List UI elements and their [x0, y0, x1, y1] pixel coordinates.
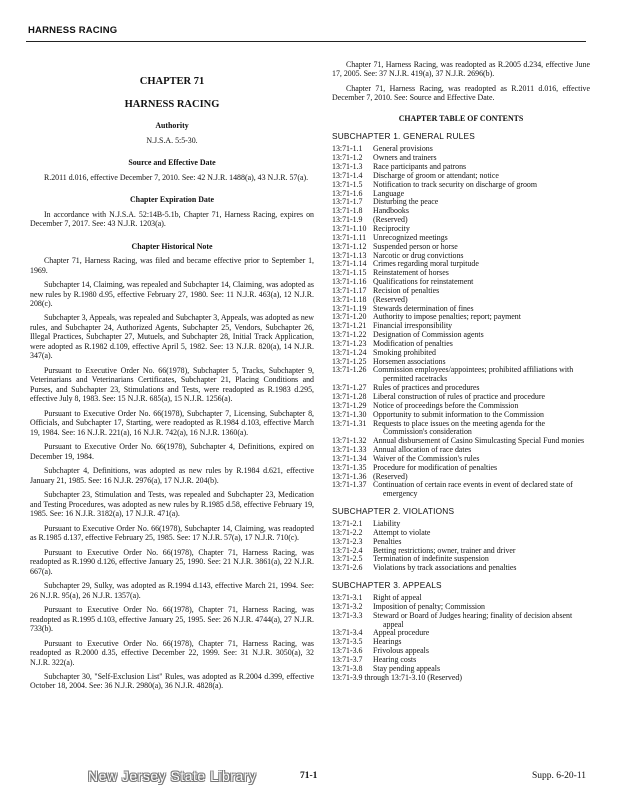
toc-entry-number: 13:71-3.3: [332, 610, 363, 620]
toc-entry-title: Handbooks: [373, 206, 409, 216]
toc-entry-number: 13:71-3.1: [332, 593, 363, 603]
toc-entry-title: Termination of indefinite suspension: [373, 554, 489, 564]
toc-entry-title: Authority to impose penalties; report; payment: [373, 312, 521, 322]
toc-entry-number: 13:71-1.36: [332, 471, 367, 481]
toc-entry-number: 13:71-1.16: [332, 277, 367, 287]
toc-entry: [332, 287, 590, 296]
toc-entry: [332, 340, 590, 349]
toc-entry: [332, 481, 590, 499]
chapter-number: CHAPTER 71: [139, 76, 205, 87]
toc-entry-number: 13:71-1.35: [332, 462, 367, 472]
history-note: Pursuant to Executive Order No. 66(1978), Subchapter 7, Licensing, Subchapter 8, Officials, and Subchapter 17, Starting, were readopted as R.1984 d.103, effective March 19, 1984. See: 16 N.J.R. 221(a), 16 N.J.R. 742(a), 16 N.J.R. 1360(a).: [30, 408, 314, 437]
history-note: Subchapter 14, Claiming, was repealed and Subchapter 14, Claiming, was adopted as new rules by R.1980 d.95, effective February 27, 1980. See: 11 N.J.R. 463(a), 12 N.J.R. 208(c).: [30, 280, 314, 308]
toc-entry-title: Recision of penalties: [373, 285, 440, 295]
supplement-date: Supp. 6-20-11: [531, 771, 586, 781]
toc-entry: [332, 331, 590, 340]
toc-entry: [332, 629, 590, 638]
toc-entry-title: Smoking prohibited: [373, 347, 436, 357]
toc-entry-number: 13:71-1.20: [332, 312, 367, 322]
toc-entry-title: Imposition of penalty; Commission: [373, 601, 486, 611]
toc-entry-title: Annual disbursement of Casino Simulcasting Special Fund monies: [373, 436, 585, 446]
toc-entry-title: Annual allocation of race dates: [373, 445, 472, 455]
toc-entry-title: Disturbing the peace: [373, 197, 439, 207]
toc-entry-number: 13:71-1.19: [332, 303, 367, 313]
toc-entry-title: Reinstatement of horses: [373, 268, 449, 278]
history-note: Pursuant to Executive Order No. 66(1978), Chapter 71, Harness Racing, was readopted as R.1990 d.126, effective January 25, 1990. See: 21 N.J.R. 3861(a), 22 N.J.R. 667(a).: [30, 547, 314, 576]
history-note: Chapter 71, Harness Racing, was readopted as R.2011 d.016, effective December 7, 2010. See: Source and Effective Date.: [332, 83, 590, 103]
toc-entry: [332, 145, 590, 154]
source-text: R.2011 d.016, effective December 7, 2010. See: 42 N.J.R. 1488(a), 43 N.J.R. 57(a).: [44, 172, 309, 182]
toc-entry-number: 13:71-1.9: [332, 215, 363, 225]
toc-entry: [332, 278, 590, 287]
toc-entry: [332, 216, 590, 225]
history-note: Subchapter 23, Stimulation and Tests, was repealed and Subchapter 23, Medication and Testing Procedures, was adopted as new rules by R.1985 d.58, effective February 19, 1985. See: 16 N.J.R. 3182(a), 17 N.J.R. 471(a).: [30, 490, 314, 519]
toc-entry: [332, 638, 590, 647]
toc-entry-title: Frivolous appeals: [373, 646, 429, 656]
history-note: Subchapter 3, Appeals, was repealed and Subchapter 3, Appeals, was adopted as new rules, and Subchapter 24, Authorized Agents, Subchapter 25, Vendors, Subchapter 26, Illegal Practices, Subchapter 27, Mutuels, and Subchapter 28, Initial Track Application, were adopted as R.1982 d.109, effective April 5, 1982. See: 13 N.J.R. 820(a), 14 N.J.R. 347(a).: [30, 313, 314, 361]
toc-entry-number: 13:71-1.12: [332, 241, 367, 251]
toc-entry-title: Waiver of the Commission's rules: [373, 453, 480, 463]
toc-entry-title: (Reserved): [373, 294, 408, 304]
history-note: Pursuant to Executive Order No. 66(1978), Subchapter 5, Tracks, Subchapter 9, Veterinarians and Veterinarians Certificates, Subchapter 21, Placing Conditions and Purses, and Subchapter 23, Stimulations and Tests, were readopted as R.1983 d.295, effective July 8, 1983. See: 15 N.J.R. 685(a), 15 N.J.R. 1256(a).: [30, 365, 314, 404]
toc-entry-number: 13:71-1.23: [332, 338, 367, 348]
toc-entry-number: 13:71-1.18: [332, 294, 367, 304]
history-note: Pursuant to Executive Order No. 66(1978), Chapter 71, Harness Racing, was readopted as R.2000 d.35, effective December 22, 1999. See: 31 N.J.R. 3050(a), 32 N.J.R. 322(a).: [30, 638, 314, 667]
toc-entry-title: Narcotic or drug convictions: [373, 250, 464, 260]
expiration-text: In accordance with N.J.S.A. 52:14B-5.1b, Chapter 71, Harness Racing, expires on December 7, 2017. See: 43 N.J.R. 1203(a).: [30, 209, 314, 229]
toc-entry-number: 13:71-1.27: [332, 383, 367, 393]
source-heading: Source and Effective Date: [128, 158, 216, 168]
toc-entry: [332, 612, 590, 630]
toc-entry-number: 13:71-1.7: [332, 197, 363, 207]
toc-entry: [332, 529, 590, 538]
toc-title: CHAPTER TABLE OF CONTENTS: [398, 113, 524, 123]
toc-entry-title: Liberal construction of rules of practice and procedure: [373, 392, 545, 401]
toc-entry-title: Stay pending appeals: [373, 663, 441, 673]
toc-entry-title: Designation of Commission agents: [373, 330, 484, 340]
header-rule: [26, 41, 586, 42]
toc-entry-number: 13:71-1.28: [332, 392, 367, 401]
toc-entry-title: Rules of practices and procedures: [373, 383, 480, 393]
toc-entry: [332, 190, 590, 199]
toc-entry: [332, 198, 590, 207]
toc-entry-title: (Reserved): [373, 471, 408, 481]
toc-entry-number: 13:71-3.4: [332, 628, 363, 638]
running-head: HARNESS RACING: [28, 25, 118, 36]
toc-entry-number: 13:71-3.7: [332, 655, 363, 664]
toc-entry: [332, 313, 590, 322]
toc-entry-number: 13:71-3.8: [332, 663, 363, 673]
toc-entry: [332, 647, 590, 656]
toc-entry-number: 13:71-1.34: [332, 453, 367, 463]
left-column: [30, 60, 314, 696]
history-heading: Chapter Historical Note: [131, 241, 213, 251]
toc-entry-number: 13:71-2.1: [332, 519, 363, 529]
toc-entry-title: Language: [373, 188, 405, 198]
toc-entry-number: 13:71-1.32: [332, 436, 367, 446]
toc-entry: [332, 181, 590, 190]
toc-entry-number: 13:71-1.13: [332, 250, 367, 260]
history-note: Pursuant to Executive Order No. 66(1978), Subchapter 4, Definitions, expired on December 19, 1984.: [30, 442, 314, 461]
toc-entry-number: 13:71-1.3: [332, 162, 363, 172]
toc-entry-title: Opportunity to submit information to the Commission: [373, 409, 544, 419]
toc-entry-number: 13:71-1.26: [332, 365, 367, 375]
toc-entry: [332, 520, 590, 529]
toc-entry-title: Horsemen associations: [373, 356, 446, 366]
toc-entry-number: 13:71-2.3: [332, 536, 363, 546]
toc-entry: [332, 260, 590, 269]
subchapter-1-list: [332, 145, 590, 499]
history-note: Pursuant to Executive Order No. 66(1978), Subchapter 14, Claiming, was readopted as R.1985 d.137, effective February 25, 1985. See: 17 N.J.R. 57(a), 17 N.J.R. 710(c).: [30, 523, 314, 543]
toc-entry: [332, 656, 590, 665]
toc-entry: [332, 366, 590, 384]
toc-entry-number: 13:71-1.8: [332, 206, 363, 216]
toc-entry-number: 13:71-1.30: [332, 409, 367, 419]
toc-entry-number: 13:71-1.31: [332, 418, 367, 428]
toc-entry: [332, 234, 590, 243]
toc-entry-title: Liability: [373, 519, 401, 529]
toc-entry-number: 13:71-2.2: [332, 527, 363, 537]
history-notes: [30, 256, 314, 691]
toc-entry: [332, 207, 590, 216]
toc-entry: [332, 564, 590, 573]
toc-entry-title: Procedure for modification of penalties: [373, 462, 498, 472]
toc-entry-title: Appeal procedure: [373, 628, 430, 638]
toc-entry-title: Requests to place issues on the meeting agenda for the Commission's consideration: [373, 418, 546, 437]
history-note: Pursuant to Executive Order No. 66(1978), Chapter 71, Harness Racing, was readopted as R.1995 d.103, effective January 25, 1995. See: 26 N.J.R. 4744(a), 27 N.J.R. 733(b).: [30, 605, 314, 634]
history-note: Chapter 71, Harness Racing, was readopted as R.2005 d.234, effective June 17, 2005. See: 37 N.J.R. 419(a), 37 N.J.R. 2696(b).: [332, 60, 590, 79]
toc-entry-title: Crimes regarding moral turpitude: [373, 259, 479, 269]
toc-entry-title: Commission employees/appointees; prohibited affiliations with permitted racetracks: [373, 365, 574, 384]
toc-entry-title: Notice of proceedings before the Commission: [373, 400, 519, 410]
toc-entry-title: Modification of penalties: [373, 338, 453, 348]
toc-entry-title: Owners and trainers: [373, 153, 437, 163]
authority-heading: Authority: [155, 121, 189, 131]
subchapter-2-list: [332, 520, 590, 573]
expiration-heading: Chapter Expiration Date: [129, 195, 215, 205]
library-watermark: New Jersey State Library: [88, 768, 257, 784]
toc-entry-title: (Reserved): [373, 215, 408, 225]
toc-entry-number: 13:71-1.1: [332, 144, 363, 154]
toc-entry-number: 13:71-1.25: [332, 356, 367, 366]
toc-entry-reserved-range: [332, 674, 590, 683]
toc-entry-title: Violations by track associations and penalties: [373, 563, 517, 573]
toc-entry-number: 13:71-2.5: [332, 554, 363, 564]
toc-entry-title: Suspended person or horse: [373, 241, 458, 251]
toc-entry-number: 13:71-1.21: [332, 321, 367, 331]
toc-entry: [332, 225, 590, 234]
toc-entry-number: 13:71-1.11: [332, 232, 367, 242]
toc-entry-number: 13:71-1.5: [332, 179, 363, 189]
toc-entry-title: Stewards determination of fines: [373, 303, 474, 313]
toc-entry-title: Penalties: [373, 536, 402, 546]
subchapter-1-heading: SUBCHAPTER 1. GENERAL RULES: [332, 131, 475, 142]
toc-entry-number: 13:71-1.22: [332, 330, 367, 340]
toc-entry-number: 13:71-1.6: [332, 188, 363, 198]
toc-entry-title: Continuation of certain race events in event of declared state of emergency: [373, 480, 573, 499]
history-note: Subchapter 29, Sulky, was adopted as R.1994 d.143, effective March 21, 1994. See: 26 N.J.R. 95(a), 26 N.J.R. 1357(a).: [30, 581, 314, 600]
toc-entry-number: 13:71-3.2: [332, 601, 363, 611]
toc-entry: [332, 464, 590, 473]
toc-entry-text: 13:71-3.9 through 13:71-3.10 (Reserved): [332, 672, 462, 682]
toc-entry-number: 13:71-1.29: [332, 400, 367, 410]
toc-entry-number: 13:71-2.6: [332, 563, 363, 573]
toc-entry-title: Qualifications for reinstatement: [373, 277, 474, 287]
toc-entry-number: 13:71-1.33: [332, 445, 367, 455]
history-note: Chapter 71, Harness Racing, was filed and became effective prior to September 1, 1969.: [30, 256, 314, 275]
toc-entry-number: 13:71-1.37: [332, 480, 367, 490]
toc-entry-number: 13:71-3.5: [332, 637, 363, 647]
toc-entry-title: Unrecognized meetings: [373, 232, 448, 242]
toc-entry-title: Hearing costs: [373, 655, 417, 664]
subchapter-3-heading: SUBCHAPTER 3. APPEALS: [332, 580, 442, 591]
toc-entry-number: 13:71-3.6: [332, 646, 363, 656]
toc-entry-title: Notification to track security on discharge of groom: [373, 179, 537, 189]
toc-entry-number: 13:71-2.4: [332, 545, 363, 555]
toc-entry-title: Attempt to violate: [373, 527, 431, 537]
subchapter-2-heading: SUBCHAPTER 2. VIOLATIONS: [332, 506, 455, 517]
toc-entry-number: 13:71-1.2: [332, 153, 363, 163]
toc-entry-title: Betting restrictions; owner, trainer and driver: [373, 545, 516, 555]
toc-entry-number: 13:71-1.24: [332, 347, 367, 357]
toc-entry-title: Right of appeal: [373, 593, 422, 603]
page-number: 71-1: [300, 771, 318, 781]
history-note: Subchapter 30, "Self-Exclusion List" Rules, was adopted as R.2004 d.399, effective October 18, 2004. See: 36 N.J.R. 2980(a), 36 N.J.R. 4828(a).: [30, 671, 314, 691]
toc-entry: [332, 420, 590, 438]
toc-entry-number: 13:71-1.10: [332, 223, 367, 233]
toc-entry-title: Hearings: [373, 637, 402, 647]
toc-entry-title: Financial irresponsibility: [373, 321, 453, 331]
toc-entry-number: 13:71-1.15: [332, 268, 367, 278]
toc-entry-title: Discharge of groom or attendant; notice: [373, 170, 499, 180]
toc-entry-title: Steward or Board of Judges hearing; finality of decision absent appeal: [373, 610, 573, 629]
toc-entry-number: 13:71-1.17: [332, 285, 367, 295]
toc-entry-number: 13:71-1.4: [332, 170, 363, 180]
right-column: [332, 60, 590, 683]
subchapter-3-list: [332, 594, 590, 674]
chapter-title: HARNESS RACING: [124, 98, 220, 110]
authority-text: N.J.S.A. 5:5-30.: [146, 135, 198, 145]
toc-entry-number: 13:71-1.14: [332, 259, 367, 269]
toc-entry: [332, 349, 590, 358]
history-note: Subchapter 4, Definitions, was adopted as new rules by R.1984 d.621, effective January 21, 1985. See: 16 N.J.R. 2976(a), 17 N.J.R. 204(b).: [30, 466, 314, 485]
toc-entry-title: Race participants and patrons: [373, 162, 467, 172]
toc-entry-title: General provisions: [373, 144, 433, 154]
toc-entry-title: Reciprocity: [373, 223, 410, 233]
